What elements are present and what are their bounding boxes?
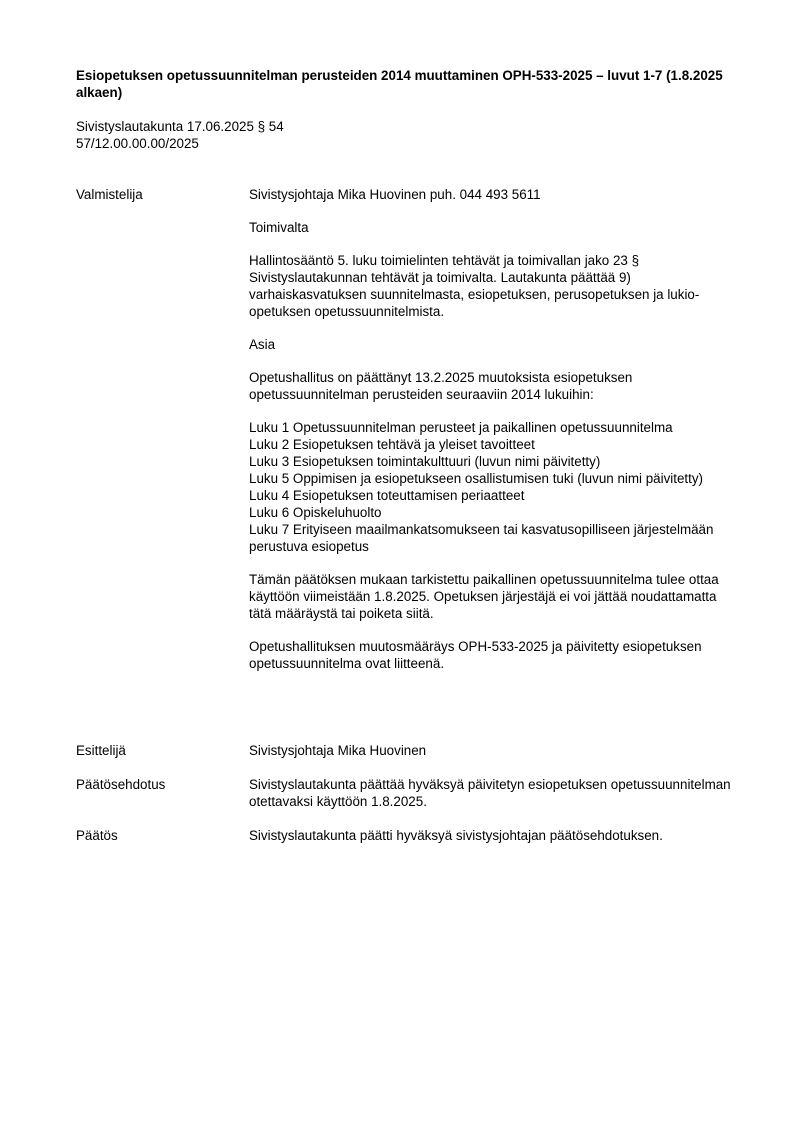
paatosehdotus-label: Päätösehdotus: [76, 777, 166, 792]
competence-heading: Toimivalta: [249, 220, 309, 235]
preparer: Sivistysjohtaja Mika Huovinen puh. 044 493 5611: [249, 187, 541, 202]
document-meta: [76, 118, 726, 152]
matter-intro: Opetushallitus on päättänyt 13.2.2025 muutoksista esiopetuksen opetussuunnitelman perusteiden seuraaviin 2014 lukuihin:: [249, 370, 633, 402]
attachments-paragraph: Opetushallituksen muutosmääräys OPH-533-2025 ja päivitetty esiopetuksen opetussuunnitelma ovat liitteenä.: [249, 639, 702, 671]
valmistelija-content: [249, 186, 739, 688]
paatos-label: Päätös: [76, 828, 118, 843]
list-item: Luku 2 Esiopetuksen tehtävä ja yleiset tavoitteet: [249, 437, 535, 452]
competence-text: Hallintosääntö 5. luku toimielinten tehtävät ja toimivallan jako 23 § Sivistyslautakunnan tehtävät ja toimivalta. Lautakunta päättää 9) varhaiskasvatuksen suunnitelmasta, esiopetuksen, perusopetuksen ja lukio- opetuksen opetussuunnitelmista.: [249, 253, 700, 319]
esittelija-text: Sivistysjohtaja Mika Huovinen: [249, 743, 427, 758]
list-item: Luku 1 Opetussuunnitelman perusteet ja paikallinen opetussuunnitelma: [249, 420, 673, 435]
meeting-reference: Sivistyslautakunta 17.06.2025 § 54: [76, 119, 284, 134]
paatos-text: Sivistyslautakunta päätti hyväksyä sivistysjohtajan päätösehdotuksen.: [249, 828, 663, 843]
list-item: Luku 7 Erityiseen maailmankatsomukseen tai kasvatusopilliseen järjestelmään perustuva esiopetus: [249, 522, 714, 554]
matter-heading: Asia: [249, 337, 276, 352]
list-item: Luku 3 Esiopetuksen toimintakulttuuri (luvun nimi päivitetty): [249, 454, 601, 469]
paatosehdotus-text: Sivistyslautakunta päättää hyväksyä päivitetyn esiopetuksen opetussuunnitelman otettavaksi käyttöön 1.8.2025.: [249, 777, 731, 809]
chapter-list: [249, 419, 739, 555]
document-title: Esiopetuksen opetussuunnitelman perusteiden 2014 muuttaminen OPH-533-2025 – luvut 1-7 (1.8.2025 alkaen): [76, 68, 723, 100]
list-item: Luku 6 Opiskeluhuolto: [249, 505, 382, 520]
esittelija-label: Esittelijä: [76, 743, 126, 758]
list-item: Luku 5 Oppimisen ja esiopetukseen osallistumisen tuki (luvun nimi päivitetty): [249, 471, 704, 486]
deadline-paragraph: Tämän päätöksen mukaan tarkistettu paikallinen opetussuunnitelma tulee ottaa käyttöön viimeistään 1.8.2025. Opetuksen järjestäjä ei voi jättää noudattamatta tätä määräystä tai poiketa siitä.: [249, 572, 719, 621]
valmistelija-label: Valmistelija: [76, 187, 143, 202]
record-id: 57/12.00.00.00/2025: [76, 136, 199, 151]
list-item: Luku 4 Esiopetuksen toteuttamisen periaatteet: [249, 488, 525, 503]
